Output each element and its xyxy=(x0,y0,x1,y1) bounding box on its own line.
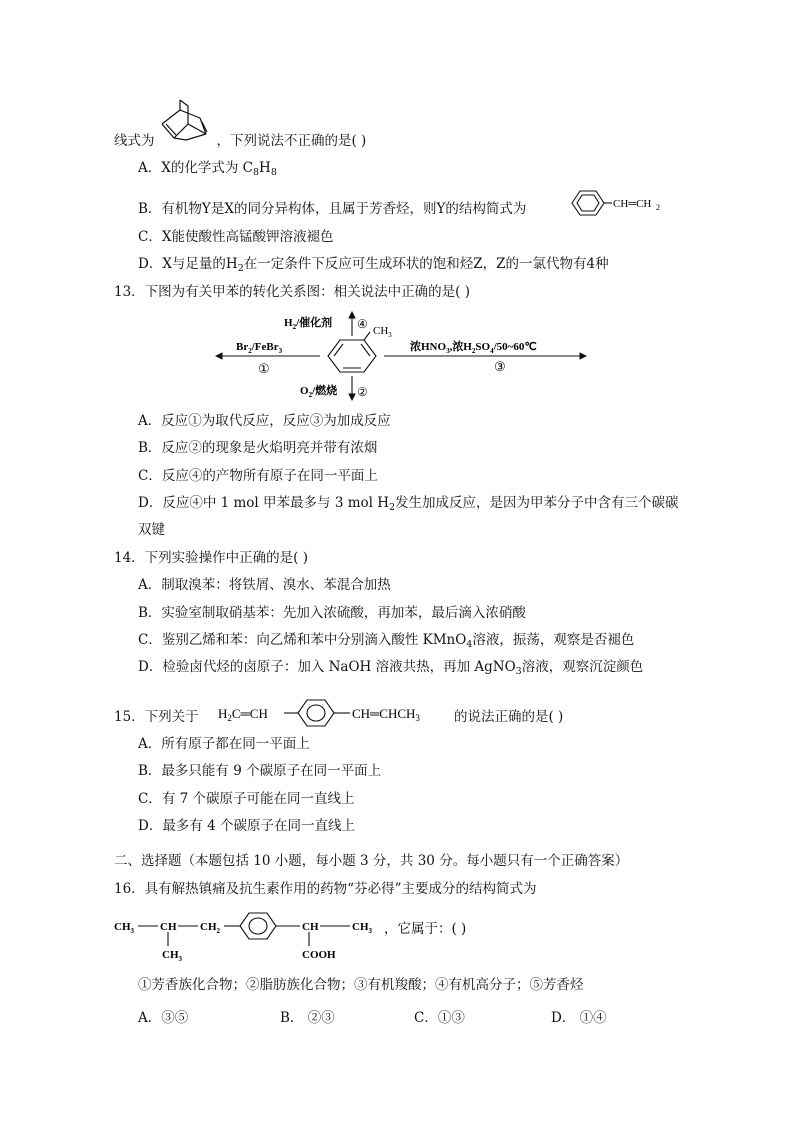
svg-text:H2C═CH xyxy=(218,706,268,723)
q12-a-sub2: 8 xyxy=(270,167,277,178)
q13-stem: 13．下图为有关甲苯的转化关系图：相关说法中正确的是( ) xyxy=(114,284,471,300)
q16-option-d: D． ①④ xyxy=(551,1010,607,1026)
q15-stem-prefix: 15．下列关于 xyxy=(114,709,199,725)
section-2-heading: 二、选择题（本题包括 10 小题，每小题 3 分，共 30 分。每小题只有一个正确答案） xyxy=(114,853,629,869)
q14-option-d xyxy=(138,657,643,682)
s-ch: CH xyxy=(160,921,177,933)
q15-structure xyxy=(212,696,452,732)
q14-c-pre: C．鉴别乙烯和苯：向乙烯和苯中分别滴入酸性 KMnO xyxy=(138,632,467,648)
left-reagent-mid: /FeBr xyxy=(251,341,279,353)
q14-stem: 14．下列实验操作中正确的是( ) xyxy=(114,550,309,566)
methyl-sub: 3 xyxy=(388,331,392,339)
q12-option-d xyxy=(138,254,609,279)
q14-option-b: B．实验室制取硝基苯：先加入浓硫酸，再加苯，最后滴入浓硝酸 xyxy=(138,605,526,621)
s-ch3c: CH xyxy=(352,921,369,933)
q13-option-b: B．反应②的现象是火焰明亮并带有浓烟 xyxy=(138,440,378,456)
q16-stem: 16．具有解热镇痛及抗生素作用的药物“芬必得”主要成分的结构简式为 xyxy=(114,881,537,897)
q12-stem-suffix: ，下列说法不正确的是( ) xyxy=(216,133,367,149)
right-mid2: SO xyxy=(475,341,491,353)
q12-a-sub1: 8 xyxy=(252,167,260,178)
styrene-group: CH═CH xyxy=(613,198,652,210)
s-ch3c-sub: 3 xyxy=(368,927,372,935)
bottom-reagent-sub: 2 xyxy=(308,391,313,399)
svg-text:H2/催化剂 xyxy=(284,315,332,331)
q15-option-c: C．有 7 个碳原子可能在同一直线上 xyxy=(138,791,355,807)
left-num: ① xyxy=(258,361,270,376)
q12-d-sub: 2 xyxy=(237,263,244,274)
right-sub3: 4 xyxy=(490,347,494,355)
q15-struct-right-sub: 3 xyxy=(415,713,420,723)
q13-d-sub: 2 xyxy=(389,502,396,513)
q12-stem xyxy=(114,131,366,151)
q14-c-sub: 4 xyxy=(466,639,473,650)
bottom-reagent-post: /燃烧 xyxy=(312,385,338,397)
q12-a-mid: H xyxy=(259,160,271,176)
svg-text:CH═CHCH3 xyxy=(352,706,420,723)
q12-b-text: B．有机物Y是X的同分异构体，且属于芳香烃，则Y的结构简式为 xyxy=(138,201,527,217)
s-cooh: COOH xyxy=(302,949,336,961)
q12-option-c xyxy=(138,227,333,247)
q12-option-b xyxy=(138,199,526,219)
q16-option-b: B． ②③ xyxy=(280,1010,335,1026)
q15-struct-left-post: C═CH xyxy=(231,706,268,721)
top-reagent-h: H xyxy=(284,317,293,329)
q12-stem-prefix: 线式为 xyxy=(114,133,155,149)
q16-option-a: A．③⑤ xyxy=(138,1010,189,1026)
left-reagent-sub1: 2 xyxy=(248,347,252,355)
q16-options-list: ①芳香族化合物；②脂肪族化合物；③有机羧酸；④有机高分子；⑤芳香烃 xyxy=(138,977,584,993)
q15-option-a: A．所有原子都在同一平面上 xyxy=(138,736,310,752)
right-reagent-hno: 浓HNO xyxy=(410,341,447,353)
left-reagent-br: Br xyxy=(236,341,249,353)
s-ch3b-sub: 3 xyxy=(178,955,182,963)
q15-struct-left-sub: 2 xyxy=(227,713,232,723)
q15-option-d: D．最多有 4 个碳原子在同一直线上 xyxy=(138,818,355,834)
q15-struct-h: H xyxy=(218,706,228,721)
svg-text:浓HNO3,浓H2SO4/50~60℃ xyxy=(410,339,537,355)
q13-d-pre: D．反应④中 1 mol 甲苯最多与 3 mol H xyxy=(138,495,390,511)
top-reagent-post: /催化剂 xyxy=(296,317,333,329)
q12-d-pre: D．X与足量的H xyxy=(138,256,238,272)
s-ch3b: CH xyxy=(162,949,179,961)
q14-d-pre: D．检验卤代烃的卤原子：加入 NaOH 溶液共热，再加 AgNO xyxy=(138,659,516,675)
right-sub2: 2 xyxy=(471,347,476,355)
right-num: ③ xyxy=(494,359,506,374)
q13-option-d-cont: 双键 xyxy=(138,522,165,538)
q12-option-a xyxy=(138,158,277,183)
q14-option-a: A．制取溴苯：将铁屑、溴水、苯混合加热 xyxy=(138,577,391,593)
q14-c-post: 溶液，振荡，观察是否褪色 xyxy=(472,632,635,648)
styrene-group-sub: 2 xyxy=(656,203,660,212)
right-post: /50~60℃ xyxy=(493,341,537,353)
q13-option-c: C．反应④的产物所有原子在同一平面上 xyxy=(138,468,378,484)
svg-text:CH3 xyxy=(114,921,135,935)
s-ch2-sub: 2 xyxy=(216,927,220,935)
top-reagent-sub: 2 xyxy=(292,323,297,331)
q15-stem-suffix: 的说法正确的是( ) xyxy=(454,709,564,725)
q13-option-a: A．反应①为取代反应，反应③为加成反应 xyxy=(138,413,391,429)
q12-c-text: C．X能使酸性高锰酸钾溶液褪色 xyxy=(138,229,334,245)
bottom-reagent-o: O xyxy=(300,385,309,397)
styrene-structure xyxy=(564,186,664,220)
q14-d-sub: 3 xyxy=(515,666,522,677)
q14-option-c xyxy=(138,630,634,655)
q15-option-b: B．最多只能有 9 个碳原子在同一平面上 xyxy=(138,763,382,779)
q14-d-post: 溶液，观察沉淀颜色 xyxy=(521,659,644,675)
q12-a-text: A．X的化学式为 C xyxy=(138,160,253,176)
bottom-num: ② xyxy=(357,385,368,399)
right-mid: ,浓H xyxy=(449,341,472,353)
q12-d-post: 在一定条件下反应可生成环状的饱和烃Z，Z的一氯代物有4种 xyxy=(243,256,609,272)
s-ch-r: CH xyxy=(302,921,319,933)
top-num: ④ xyxy=(357,317,368,331)
q15-struct-right: CH═CHCH xyxy=(352,706,416,721)
s-ch3a: CH xyxy=(114,921,131,933)
q16-stem-suffix: ，它属于：( ) xyxy=(384,921,467,937)
svg-text:CH2 xyxy=(200,921,221,935)
ibuprofen-structure xyxy=(112,906,392,968)
svg-text:CH3 xyxy=(373,325,392,339)
toluene-conversion-diagram xyxy=(210,308,610,404)
s-ch2: CH xyxy=(200,921,217,933)
right-sub1: 3 xyxy=(446,347,450,355)
svg-text:CH3 xyxy=(162,949,183,963)
left-reagent-sub2: 3 xyxy=(278,347,283,355)
q16-option-c: C．①③ xyxy=(414,1010,465,1026)
svg-text:Br2/FeBr3 xyxy=(236,341,283,355)
s-ch3a-sub: 3 xyxy=(130,927,134,935)
q13-option-d xyxy=(138,493,679,518)
svg-text:CH3 xyxy=(352,921,373,935)
methyl: CH xyxy=(373,325,389,337)
q13-d-post: 发生加成反应，是因为甲苯分子中含有三个碳碳 xyxy=(395,495,679,511)
svg-text:O2/燃烧 xyxy=(300,383,337,399)
